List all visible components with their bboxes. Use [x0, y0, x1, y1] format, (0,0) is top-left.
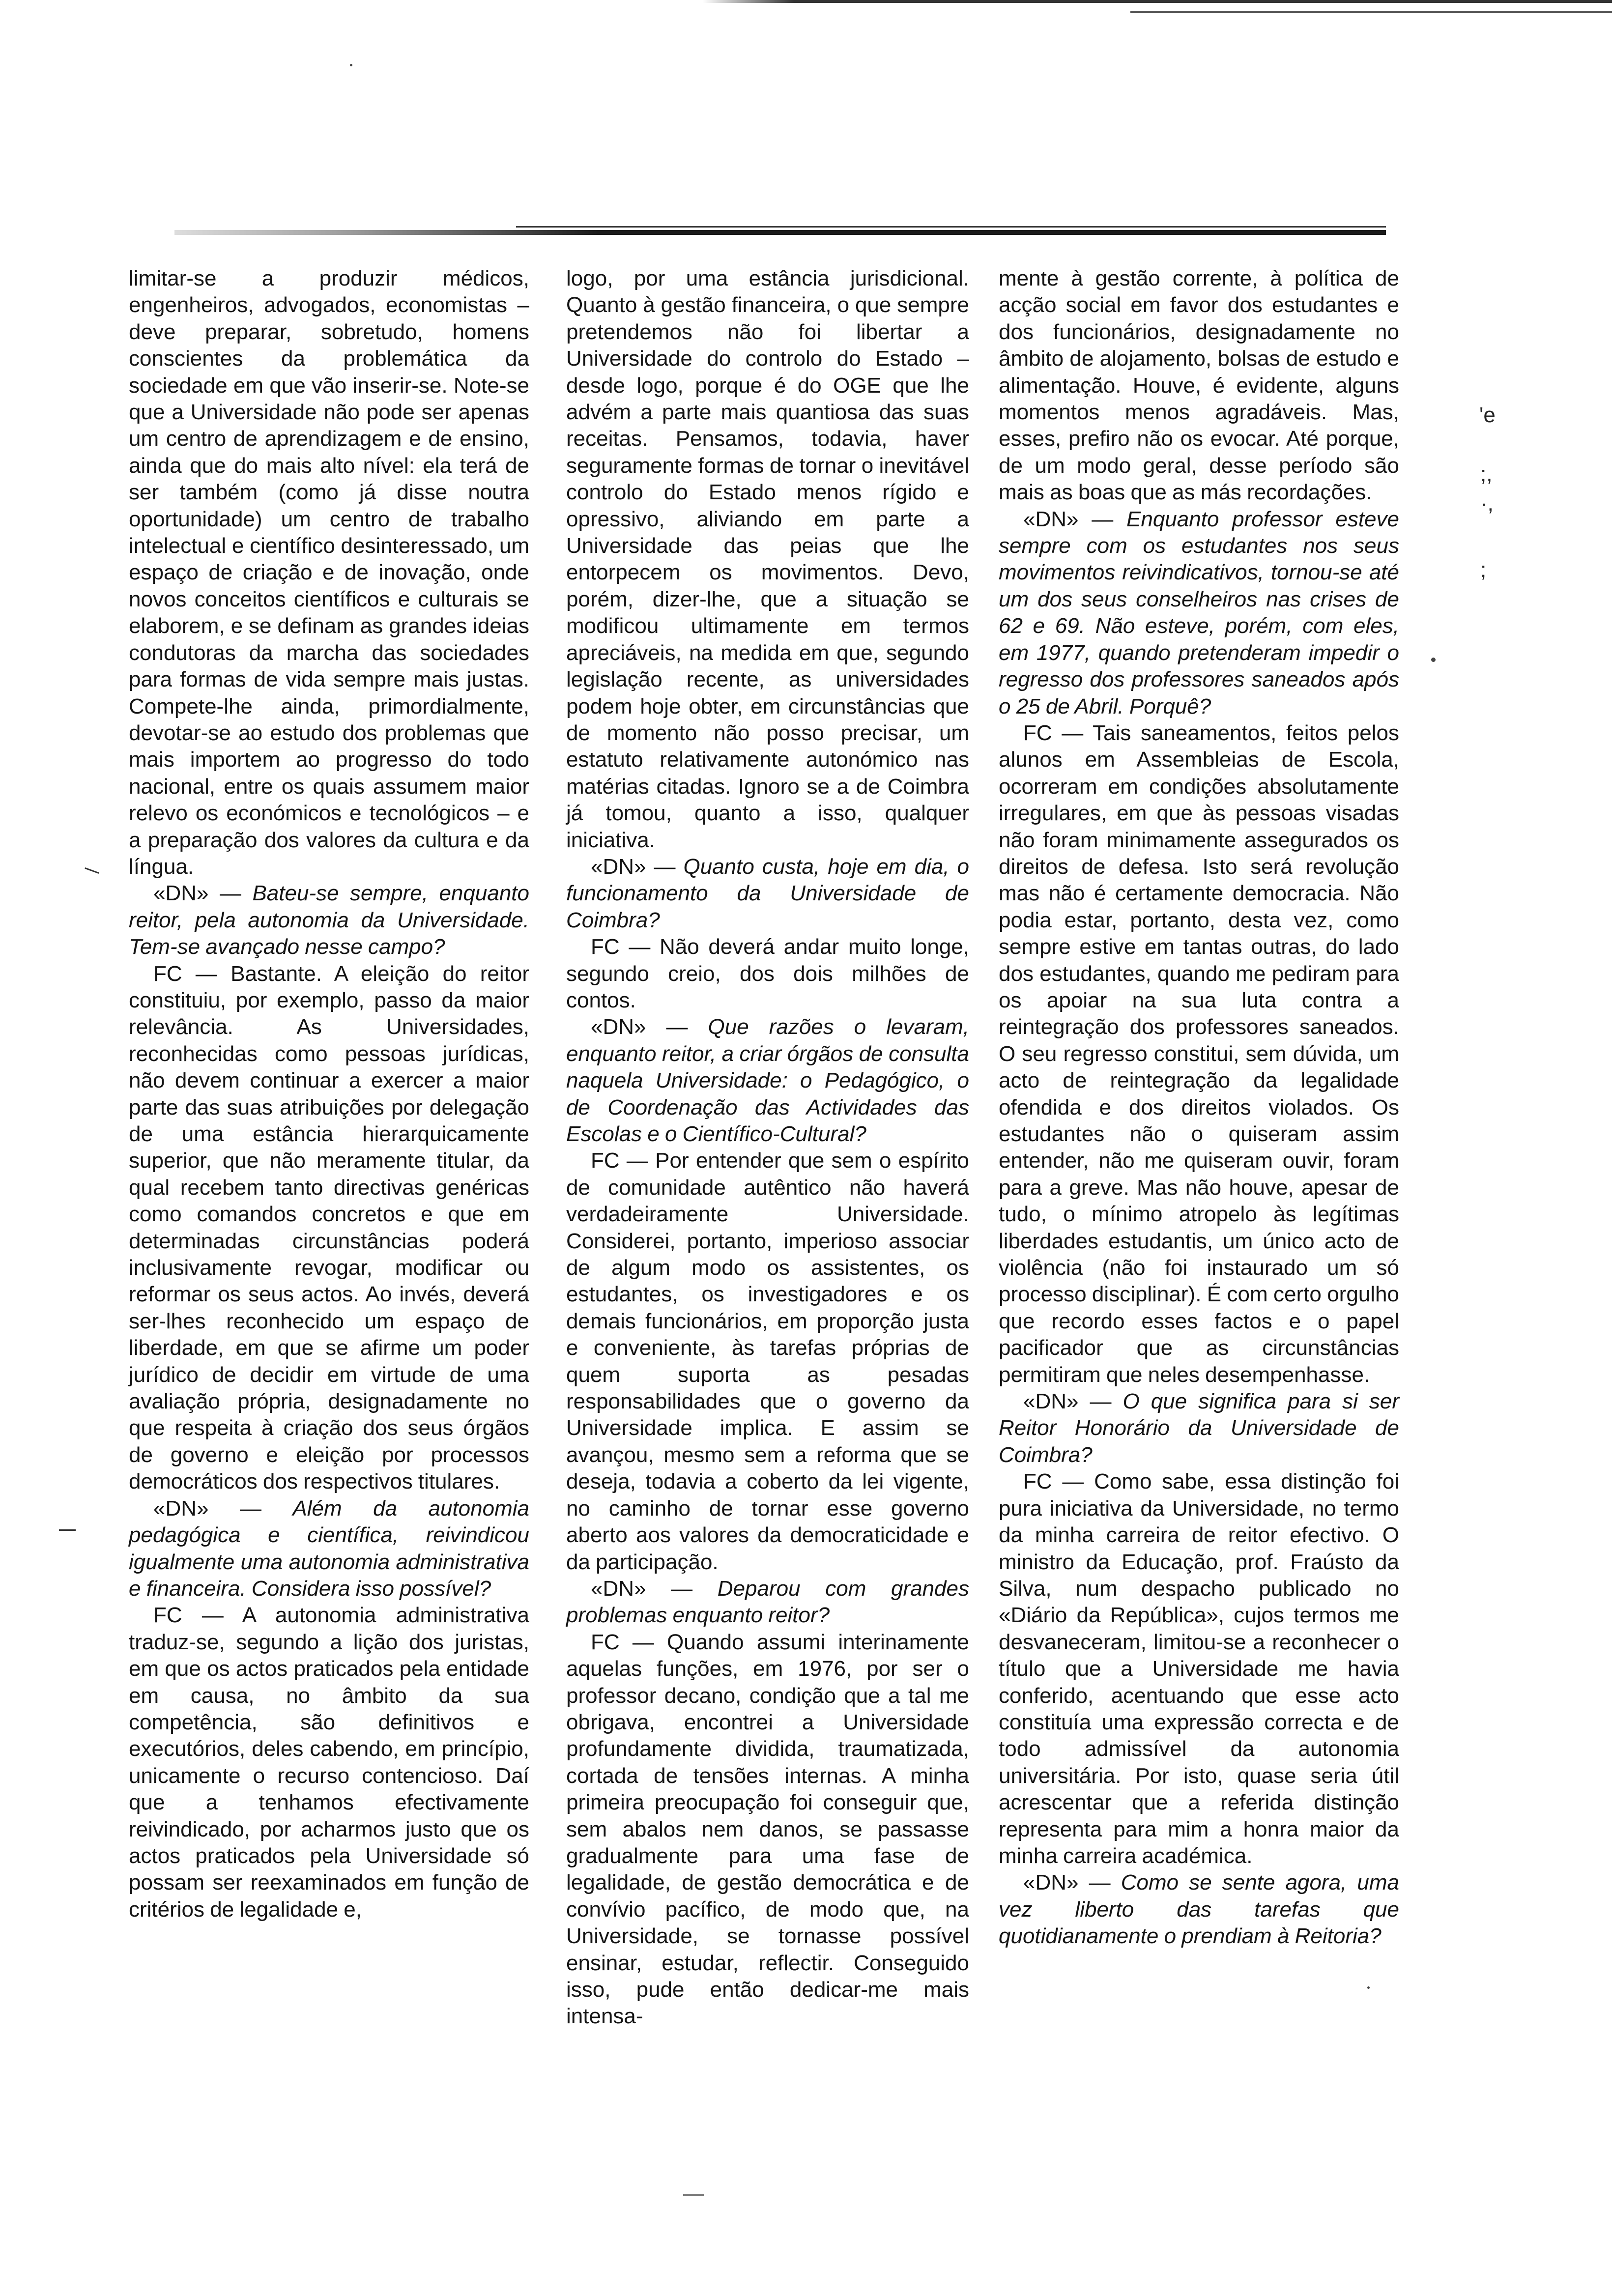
scan-speck: [350, 64, 352, 66]
question-text: Que razões o levaram, enquanto reitor, a criar órgãos de consulta naquela Universidade: o Pedagógico, o de Coordenação das Actividades das Escolas e o Científico-Cultural?: [566, 1015, 969, 1146]
interview-answer: FC — Como sabe, essa distinção foi pura iniciativa da Universidade, no termo da minha carreira de reitor efectivo. O ministro da Educação, prof. Fraústo da Silva, num despacho publicado no «Diário da República», cujos termos me desvaneceram, limitou-se a reconhecer o título que a Universidade me havia conferido, acentuando que esse acto constituía uma expressão correcta e de todo admissível da autonomia universitária. Por isto, quase seria útil acrescentar que a referida distinção representa para mim a honra maior da minha carreira académica.: [999, 1469, 1399, 1868]
margin-fragment: ·,: [1480, 491, 1494, 516]
question-prefix: «DN» —: [153, 1496, 293, 1521]
margin-fragment: ;: [1480, 558, 1487, 582]
question-text: Enquanto professor esteve sempre com os estudantes nos seus movimentos reivindicativos, tornou-se até um dos seus conselheiros nas crises de 62 e 69. Não esteve, porém, com eles, em 1977, quando pretenderam impedir o regresso dos professores saneados após o 25 de Abril. Porquê?: [999, 507, 1399, 718]
question-prefix: «DN» —: [1023, 1870, 1121, 1895]
question-text: Deparou com grandes problemas enquanto reitor?: [566, 1576, 969, 1628]
question-text: Bateu-se sempre, enquanto reitor, pela autonomia da Universidade. Tem-se avançado nesse campo?: [129, 881, 529, 959]
interview-answer: FC — A autonomia administrativa traduz-se, segundo a lição dos juristas, em que os actos praticados pela entidade em causa, no âmbito da sua competência, são definitivos e executórios, deles cabendo, em princípio, unicamente o recurso contencioso. Daí que a tenhamos efectivamente reivindicado, por acharmos justo que os actos praticados pela Universidade só possam ser reexaminados em função de critérios de legalidade e,: [129, 1603, 529, 1922]
header-rule-thin: [516, 226, 1386, 228]
interview-question: [129, 880, 529, 960]
interview-question: [999, 506, 1399, 720]
margin-fragment: ;,: [1480, 462, 1493, 486]
scan-speck: [1367, 1986, 1370, 1989]
interview-question: [566, 1014, 969, 1148]
question-prefix: «DN» —: [591, 854, 684, 879]
question-text: O que significa para si ser Reitor Honorário da Universidade de Coimbra?: [999, 1389, 1399, 1467]
interview-answer: FC — Bastante. A eleição do reitor constituiu, por exemplo, passo da maior relevância. As Universidades, reconhecidas como pessoas jurídicas, não devem continuar a exercer a maior parte das suas atribuições por delegação de uma estância hierarquicamente superior, que não meramente titular, da qual recebem tanto directivas genéricas como comandos concretos e que em determinadas circunstâncias poderá inclusivamente revogar, modificar ou reformar os seus actos. Ao invés, deverá ser-lhes reconhecido um espaço de liberdade, em que se afirme um poder jurídico de decidir em virtude de uma avaliação própria, designadamente no que respeita à criação dos seus órgãos de governo e eleição por processos democráticos dos respectivos titulares.: [129, 961, 529, 1494]
top-edge-rule-secondary: [1130, 11, 1612, 13]
top-edge-rule: [703, 0, 1612, 3]
article-column-3: [999, 265, 1399, 1950]
article-column-2: [566, 265, 969, 2030]
question-prefix: «DN» —: [591, 1576, 718, 1601]
interview-answer: FC — Tais saneamentos, feitos pelos alunos em Assembleias de Escola, ocorreram em condições absolutamente irregulares, em que às pessoas visadas não foram minimamente assegurados os direitos de defesa. Isto será revolução mas não é certamente democracia. Não podia estar, portanto, desta vez, como sempre estive em tantas outras, do lado dos estudantes, quando me pediram para os apoiar na sua luta contra a reintegração dos professores saneados. O seu regresso constitui, sem dúvida, um acto de reintegração da legalidade ofendida e dos direitos violados. Os estudantes não o quiseram assim entender, não me quiseram ouvir, foram para a greve. Mas não houve, apesar de tudo, o mínimo atropelo às legítimas liberdades estudantis, um único acto de violência (não foi instaurado um só processo disciplinar). É com certo orgulho que recordo esses factos e o papel pacificador que as circunstâncias permitiram que neles desempenhasse.: [999, 720, 1399, 1387]
question-prefix: «DN» —: [1023, 1389, 1123, 1414]
interview-question: [129, 1495, 529, 1603]
interview-question: [999, 1869, 1399, 1950]
scan-speck: [1431, 658, 1436, 662]
scan-mark: [683, 2194, 704, 2196]
question-text: Como se sente agora, uma vez liberto das tarefas que quotidianamente o prendiam à Reitoria?: [999, 1870, 1399, 1949]
scan-mark: [85, 867, 99, 874]
interview-answer: FC — Não deverá andar muito longe, segundo creio, dos dois milhões de contos.: [566, 935, 969, 1012]
interview-question: [566, 854, 969, 934]
question-prefix: «DN» —: [153, 881, 253, 906]
interview-answer: FC — Por entender que sem o espírito de comunidade autêntico não haverá verdadeiramente Universidade. Considerei, portanto, imperioso associar de algum modo os assistentes, os estudantes, os investigadores e os demais funcionários, em proporção justa e conveniente, às tarefas próprias de quem suporta as pesadas responsabilidades que o governo da Universidade implica. E assim se avançou, mesmo sem a reforma que se deseja, todavia a coberto da lei vigente, no caminho de tornar esse governo aberto aos valores da democraticidade e da participação.: [566, 1148, 969, 1574]
margin-fragment: 'e: [1479, 403, 1496, 427]
interview-question: [566, 1576, 969, 1629]
scan-mark: [59, 1529, 76, 1531]
question-prefix: «DN» —: [591, 1015, 708, 1039]
interview-question: [999, 1388, 1399, 1468]
article-column-1: [129, 265, 529, 1923]
header-rule: [174, 230, 1386, 235]
paragraph: limitar-se a produzir médicos, engenheiros, advogados, economistas – deve preparar, sobretudo, homens conscientes da problemática da sociedade em que vão inserir-se. Note-se que a Universidade não pode ser apenas um centro de aprendizagem e de ensino, ainda que do mais alto nível: ela terá de ser também (como já disse noutra oportunidade) um centro de trabalho intelectual e científico desinteressado, um espaço de criação e de inovação, onde novos conceitos científicos e culturais se elaborem, e se definam as grandes ideias condutoras da marcha das sociedades para formas de vida sempre mais justas. Compete-lhe ainda, primordialmente, devotar-se ao estudo dos problemas que mais importem ao progresso do todo nacional, entre os quais assumem maior relevo os económicos e tecnológicos – e a preparação dos valores da cultura e da língua.: [129, 266, 529, 879]
paragraph: mente à gestão corrente, à política de acção social em favor dos estudantes e dos funcionários, designadamente no âmbito de alojamento, bolsas de estudo e alimentação. Houve, é evidente, alguns momentos menos agradáveis. Mas, esses, prefiro não os evocar. Até porque, de um modo geral, desse período são mais as boas que as más recordações.: [999, 266, 1399, 505]
question-text: Além da autonomia pedagógica e científica, reivindicou igualmente uma autonomia administrativa e financeira. Considera isso possível?: [129, 1496, 529, 1601]
question-text: Quanto custa, hoje em dia, o funcionamento da Universidade de Coimbra?: [566, 854, 969, 932]
interview-answer: FC — Quando assumi interinamente aquelas funções, em 1976, por ser o professor decano, condição que a tal me obrigava, encontrei a Universidade profundamente dividida, traumatizada, cortada de tensões internas. A minha primeira preocupação foi conseguir que, sem abalos nem danos, se passasse gradualmente para uma fase de legalidade, de gestão democrática e de convívio pacífico, de modo que, na Universidade, se tornasse possível ensinar, estudar, reflectir. Conseguido isso, pude então dedicar-me mais intensa-: [566, 1630, 969, 2029]
question-prefix: «DN» —: [1023, 507, 1127, 531]
paragraph: logo, por uma estância jurisdicional. Quanto à gestão financeira, o que sempre pretendemos não foi libertar a Universidade do controlo do Estado – desde logo, porque é do OGE que lhe advém a parte mais quantiosa das suas receitas. Pensamos, todavia, haver seguramente formas de tornar o inevitável controlo do Estado menos rígido e opressivo, aliviando em parte a Universidade das peias que lhe entorpecem os movimentos. Devo, porém, dizer-lhe, que a situação se modificou ultimamente em termos apreciáveis, na medida em que, segundo legislação recente, as universidades podem hoje obter, em circunstâncias que de momento não posso precisar, um estatuto relativamente autonómico nas matérias citadas. Ignoro se a de Coimbra já tomou, quanto a isso, qualquer iniciativa.: [566, 266, 969, 852]
